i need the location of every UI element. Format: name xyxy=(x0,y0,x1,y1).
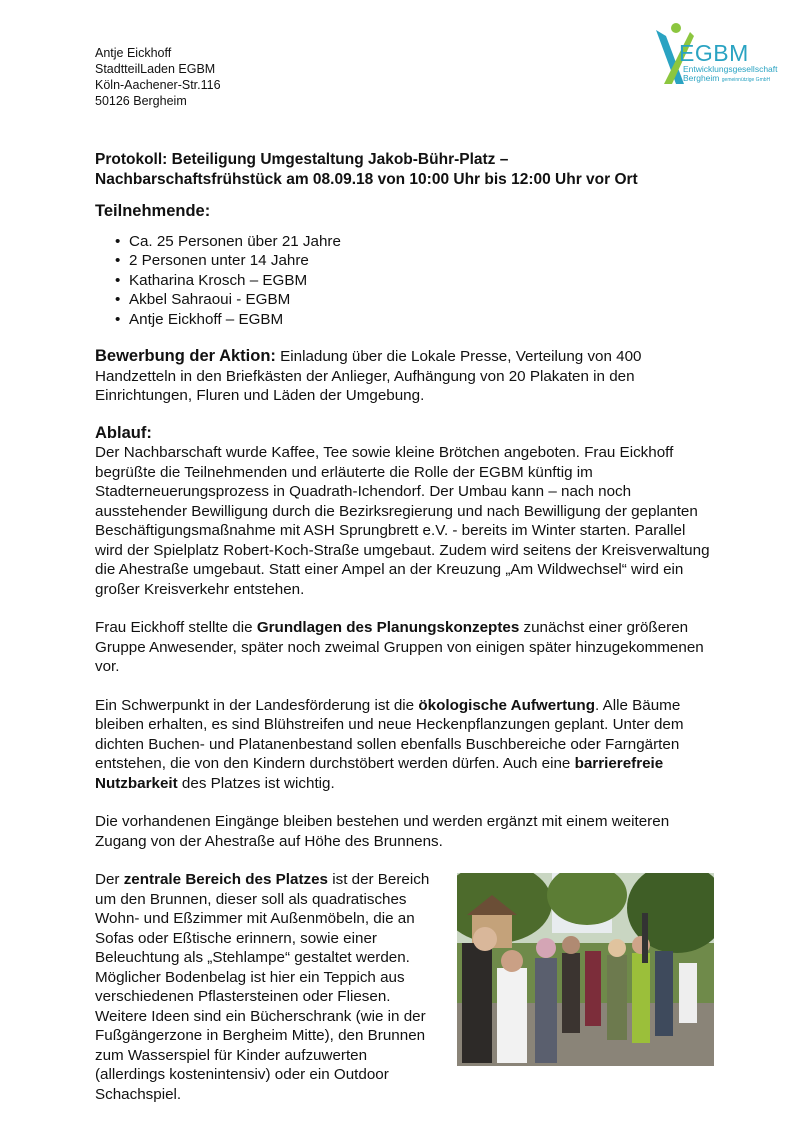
egbm-logo xyxy=(650,22,778,90)
promotion-heading: Bewerbung der Aktion: xyxy=(95,347,276,365)
text-run: . Alle Bäume bleiben erhalten, es sind Blühstreifen und neue Heckenpflanzungen geplant. Unter dem dichten Buchen- und Platanenbestand sollen ebenfalls Buschbereiche oder Farngärten entstehen, die von den Kindern durchstöbert werden dürfen. Auch eine xyxy=(95,696,684,772)
logo-city: Bergheim xyxy=(683,73,720,83)
title-line-2: Nachbarschaftsfrühstück am 08.09.18 von 10:00 Uhr bis 12:00 Uhr vor Ort xyxy=(95,171,638,188)
process-paragraph-4: Die vorhandenen Eingänge bleiben bestehen und werden ergänzt mit einem weiteren Zugang von der Ahestraße auf Höhe des Brunnens. xyxy=(95,813,670,850)
document-body xyxy=(95,150,715,1104)
document-title xyxy=(95,150,715,190)
sender-address xyxy=(95,45,221,109)
central-area-block xyxy=(95,870,715,1104)
emphasis-text: ökologische Aufwertung xyxy=(418,696,595,714)
list-item: • Akbel Sahraoui - EGBM xyxy=(95,290,715,310)
title-line-1: Protokoll: Beteiligung Umgestaltung Jakob-Bühr-Platz – xyxy=(95,151,509,168)
logo-subtitle: Entwicklungsgesellschaft xyxy=(683,64,778,74)
list-item: • 2 Personen unter 14 Jahre xyxy=(95,251,715,271)
emphasis-text: barrierefreie Nutzbarkeit xyxy=(95,755,664,792)
process-section xyxy=(95,424,715,1105)
text-run: Ein Schwerpunkt in der Landesförderung ist die xyxy=(95,696,419,714)
process-paragraph-5 xyxy=(95,870,435,1104)
process-paragraph-3 xyxy=(95,696,715,794)
logo-subtitle-2 xyxy=(683,74,770,85)
text-run: zunächst einer größeren Gruppe Anwesender, später noch zweimal Gruppen von einigen später hinzugekommenen vor. xyxy=(95,619,704,675)
participants-list xyxy=(95,232,715,330)
logo-legal-form: gemeinnützige GmbH xyxy=(721,77,771,83)
process-paragraph-1: Der Nachbarschaft wurde Kaffee, Tee sowie kleine Brötchen angeboten. Frau Eickhoff begrüßte die Teilnehmenden und erläuterte die Rolle der EGBM künftig im Stadterneuerungsprozess in Quadrath-Ichendorf. Der Umbau kann – nach noch ausstehender Bewilligung durch die Bezirksregierung und nach Bewilligung der geplanten Beschäftigungsmaßnahme mit ASH Sprungbrett e.V. - bereits im Winter starten. Parallel wird der Spielplatz Robert-Koch-Straße umgebaut. Zudem wird seitens der Kreisverwaltung die Ahestraße umgebaut. Statt einer Ampel an der Kreuzung „Am Wildwechsel“ wird ein großer Kreisverkehr entstehen. xyxy=(95,444,710,598)
promotion-paragraph xyxy=(95,347,715,406)
logo-name: EGBM xyxy=(679,40,749,66)
emphasis-text: Grundlagen des Planungskonzeptes xyxy=(256,619,520,636)
text-run: ist der Bereich um den Brunnen, dieser soll als quadratisches Wohn- und Eßzimmer mit Außenmöbeln, die an Sofas oder Eßtische erinnern, sowie einer Beleuchtung als „Stehlampe“ gestaltet werden. Möglicher Bodenbelag ist hier ein Teppich aus verschiedenen Pflastersteinen oder Fliesen. Weitere Ideen sind ein Bücherschrank (wie in der Fußgängerzone in Bergheim Mitte), den Brunnen zum Wasserspiel für Kinder aufzuwerten (allerdings kostenintensiv) oder ein Outdoor Schachspiel. xyxy=(95,871,430,1103)
address-line: StadtteilLaden EGBM xyxy=(95,62,216,76)
address-line: 50126 Bergheim xyxy=(95,94,187,108)
address-line: Antje Eickhoff xyxy=(95,46,172,60)
emphasis-text: zentrale Bereich des Platzes xyxy=(123,871,328,888)
process-paragraph-2 xyxy=(95,618,715,677)
list-item: • Katharina Krosch – EGBM xyxy=(95,271,715,291)
text-run: Frau Eickhoff stellte die xyxy=(95,619,257,636)
promotion-text: Einladung über die Lokale Presse, Verteilung von 400 Handzetteln in den Briefkästen der Anlieger, Aufhängung von 20 Plakaten in den Einrichtungen, Fluren und Läden der Umgebung. xyxy=(95,348,642,404)
process-heading: Ablauf: xyxy=(95,423,152,442)
address-line: Köln-Aachener-Str.116 xyxy=(95,78,221,92)
event-photo xyxy=(457,873,714,1066)
text-run: Der xyxy=(95,871,124,888)
list-item: • Antje Eickhoff – EGBM xyxy=(95,310,715,330)
participants-heading: Teilnehmende: xyxy=(95,202,211,220)
text-run: des Platzes ist wichtig. xyxy=(177,774,335,792)
list-item: • Ca. 25 Personen über 21 Jahre xyxy=(95,232,715,252)
